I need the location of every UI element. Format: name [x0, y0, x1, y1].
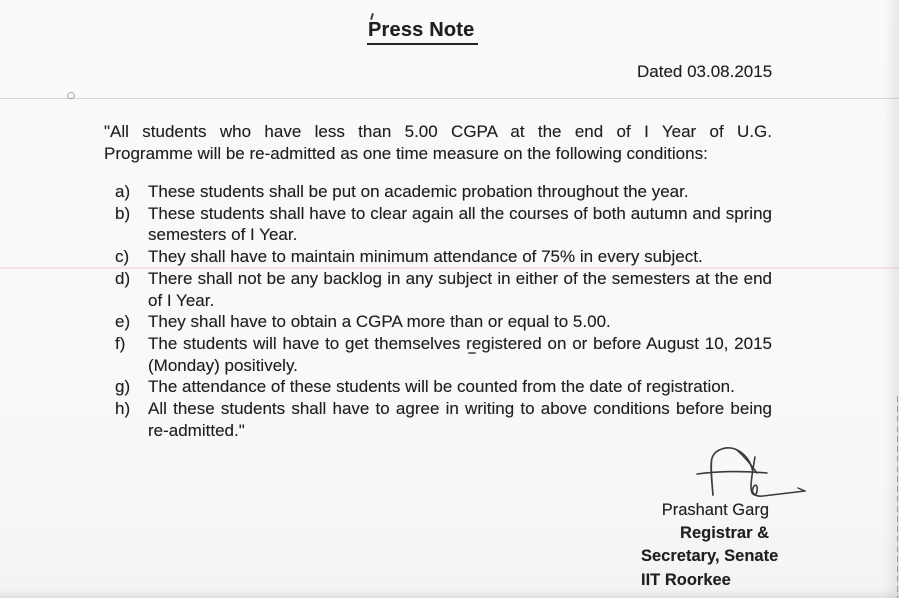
conditions-list [104, 181, 772, 441]
condition-text: They shall have to obtain a CGPA more than or equal to 5.00. [148, 312, 611, 332]
condition-text: They shall have to maintain minimum attendance of 75% in every subject. [148, 247, 703, 267]
condition-item [104, 398, 772, 441]
condition-marker: h) [115, 399, 131, 419]
intro-line-1: "All students who have less than 5.00 CGPA at the end of I Year of U.G. [104, 122, 772, 141]
condition-item [104, 268, 772, 311]
condition-marker: f) [115, 333, 126, 353]
scan-artifact-right-line [897, 396, 898, 598]
condition-text: These students shall be put on academic probation throughout the year. [148, 182, 689, 201]
condition-marker: b) [115, 203, 131, 223]
condition-text: There shall not be any backlog in any subject in either of the semesters at the end of I Year. [148, 268, 772, 310]
document-title: Press Note [367, 19, 478, 45]
condition-marker: a) [115, 182, 131, 201]
scan-artifact-horizontal-line [0, 98, 899, 99]
signatory-title-line-1: Registrar & [680, 524, 769, 543]
condition-text: The attendance of these students will be counted from the date of registration. [148, 377, 735, 397]
condition-item [104, 203, 772, 246]
condition-text: These students shall have to clear again all the courses of both autumn and spring semesters of I Year. [148, 203, 772, 245]
signatory-title-line-3: IIT Roorkee [641, 570, 731, 589]
condition-marker: d) [115, 268, 131, 288]
signatory-block [641, 499, 779, 592]
condition-item [104, 311, 772, 333]
condition-item [104, 333, 772, 376]
condition-marker: e) [115, 312, 131, 332]
signatory-title-line-2: Secretary, Senate [641, 547, 779, 566]
intro-line-2: Programme will be re-admitted as one time measure on the following conditions: [104, 143, 708, 163]
signature-scribble [693, 445, 813, 501]
intro-paragraph [104, 121, 772, 164]
condition-item [104, 246, 772, 268]
condition-marker: g) [115, 377, 131, 397]
condition-text: All these students shall have to agree in writing to above conditions before being re-admitted." [148, 399, 772, 440]
date-line: Dated 03.08.2015 [637, 62, 773, 81]
condition-text: The students will have to get themselves registered on or before August 10, 2015 (Monday) positively. [148, 333, 772, 375]
signatory-name: Prashant Garg [661, 501, 769, 519]
condition-marker: c) [115, 247, 130, 267]
condition-item [104, 181, 772, 203]
condition-item [104, 376, 772, 398]
